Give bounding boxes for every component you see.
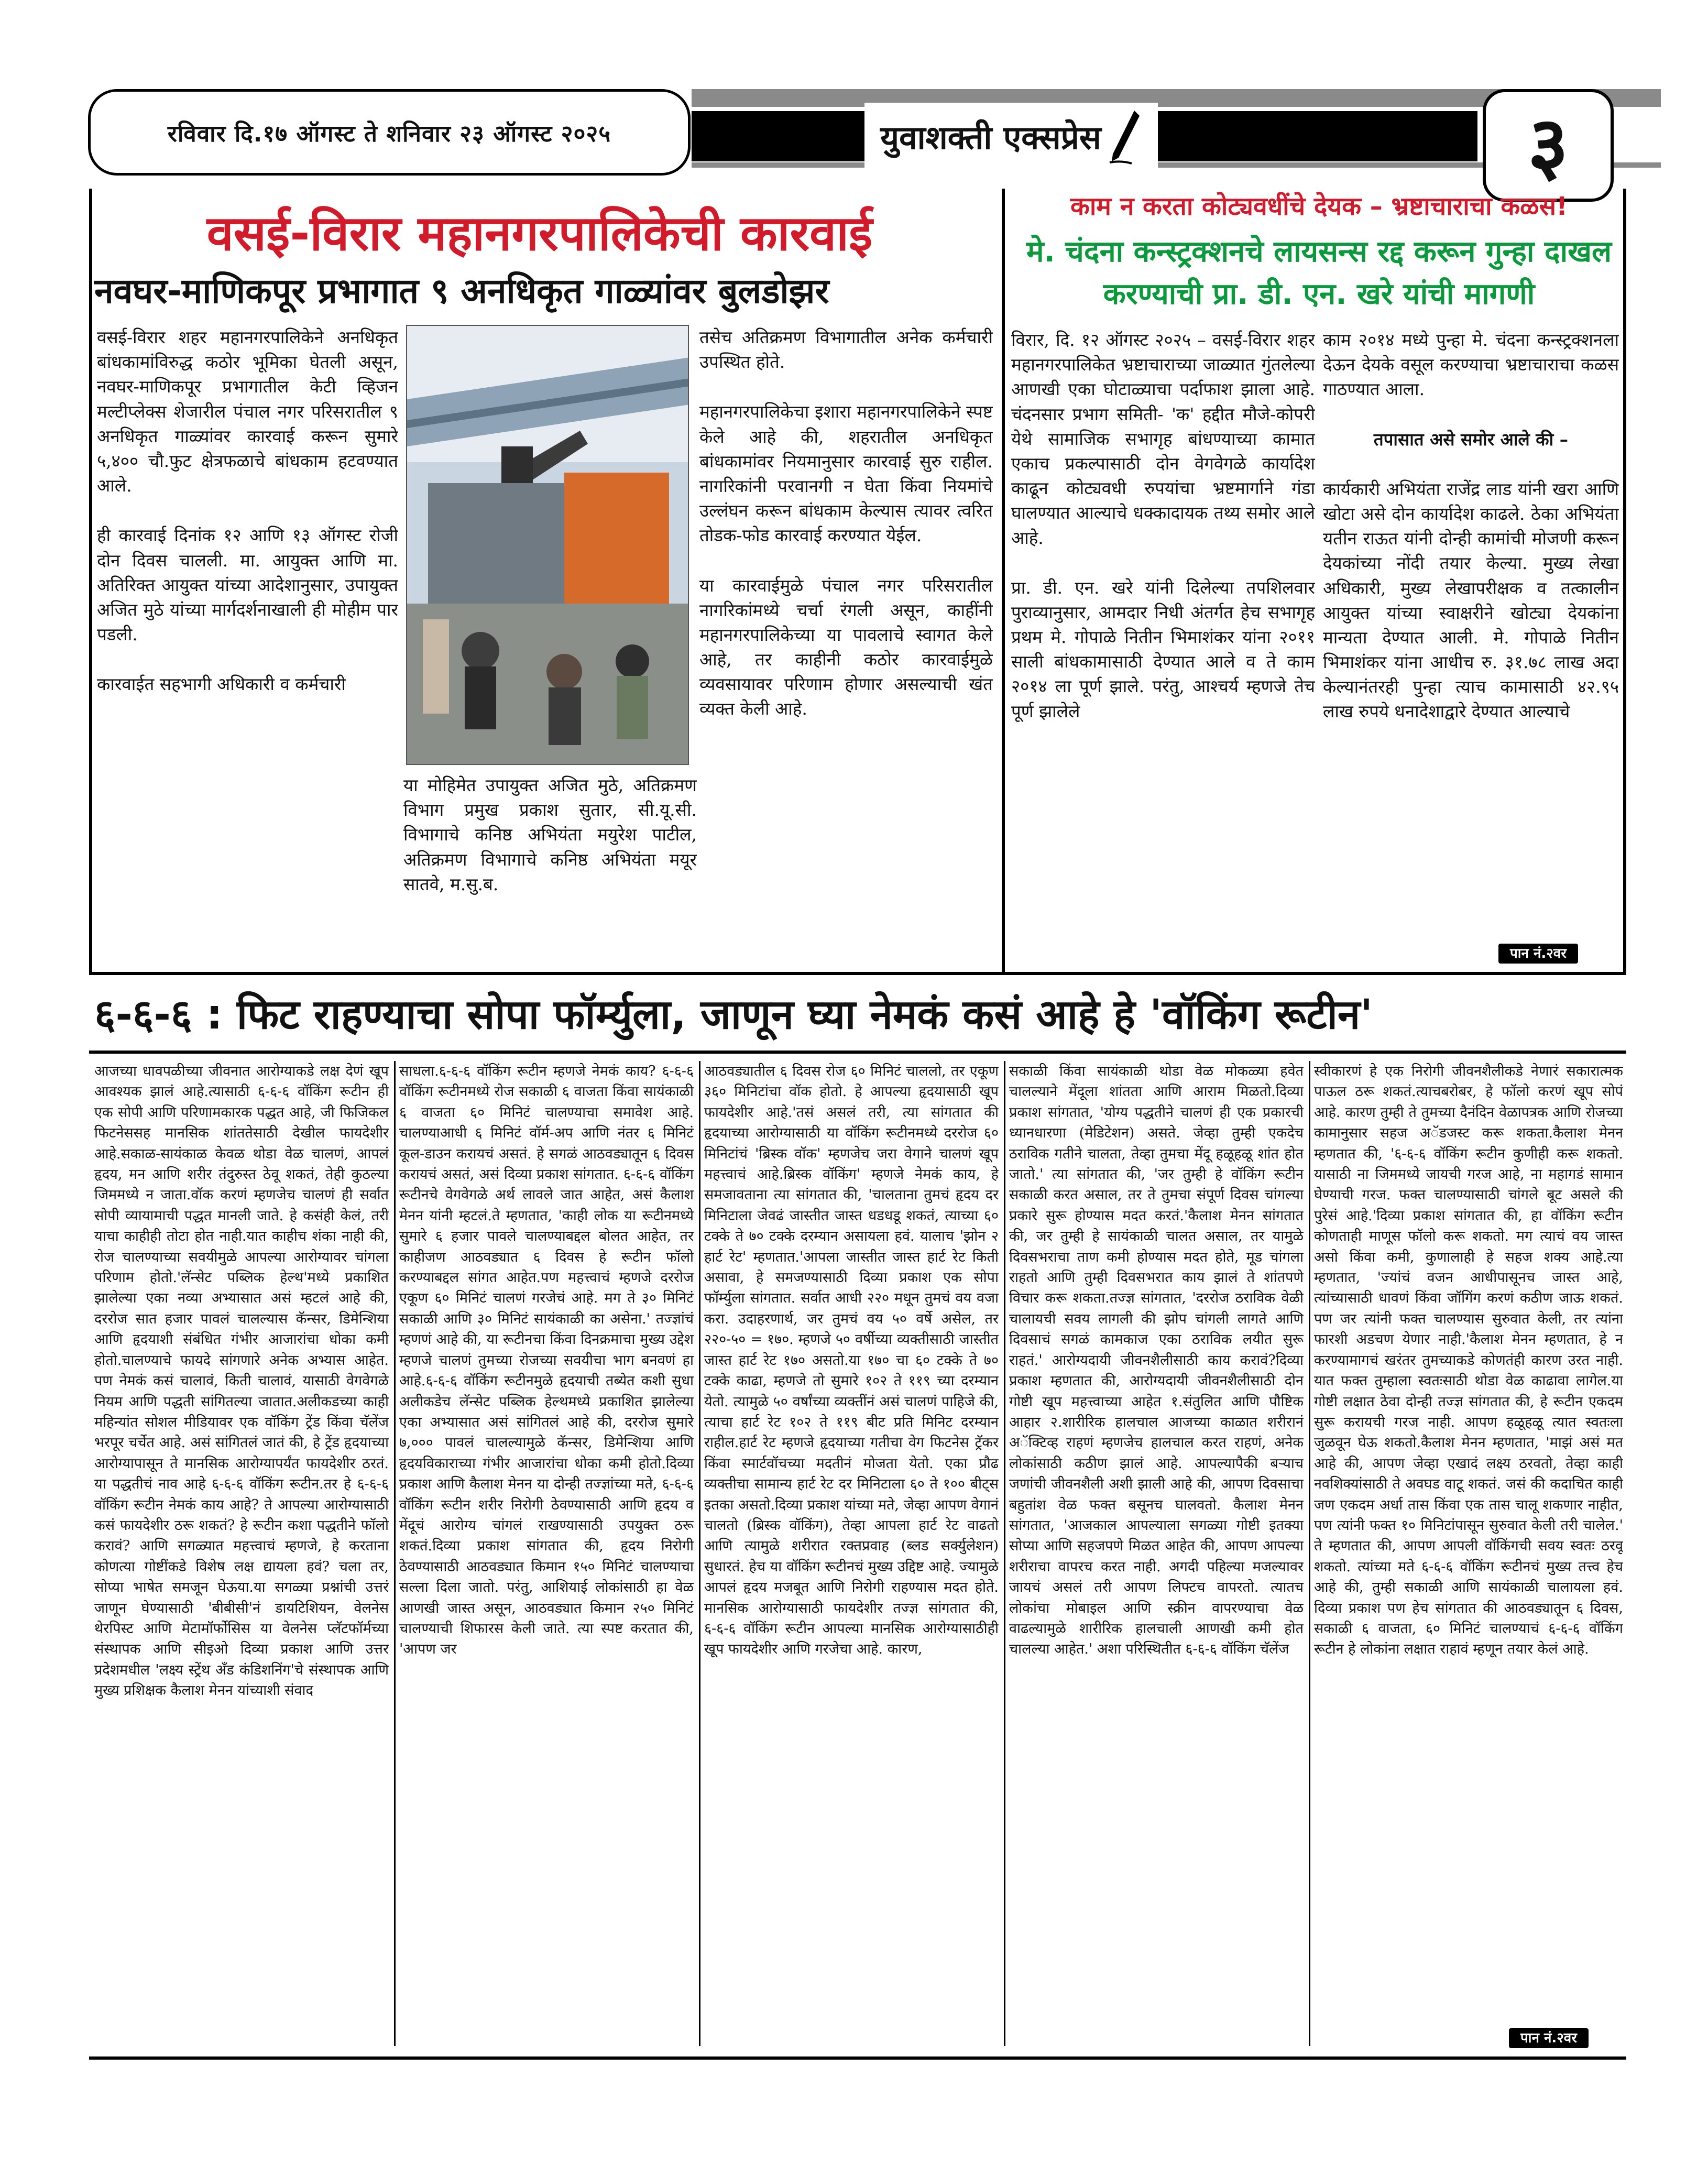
story1-column-3 [699,325,993,959]
pen-icon [1105,108,1142,166]
column-rule [699,1061,700,2046]
story2-subheadline: मे. चंदना कन्स्ट्रक्शनचे लायसन्स रद्द करून गुन्हा दाखल करण्याची प्रा. डी. एन. खरे यांची मागणी [1026,235,1612,312]
story2-headline: काम न करता कोट्यवधींचे देयक – भ्रष्टाचाराचा कळस! [1070,192,1568,221]
column-rule [394,1061,396,2046]
paragraph: कारवाईत सहभागी अधिकारी व कर्मचारी [97,674,346,695]
story3-column-4: सकाळी किंवा सायंकाळी थोडा वेळ मोकळ्या हवेत चालल्याने मेंदूला शांतता आणि आराम मिळतो.दिव्या प्रकाश सांगतात, 'योग्य पद्धतीने चालणं ही एक प्रकारची ध्यानधारणा (मेडिटेशन) असते. जेव्हा तुम्ही एकदेच ठराविक गतीने चालता, तेव्हा तुमचा मेंदू हळूहळू शांत होत जातो.' त्या सांगतात की, 'जर तुम्ही हे वॉकिंग रूटीन सकाळी करत असाल, तर ते तुमचा संपूर्ण दिवस चांगल्या प्रकारे सुरू होण्यास मदत करतं.'कैलाश मेनन सांगतात की, जर तुम्ही हे सायंकाळी चालत असाल, तर यामुळे दिवसभराचा ताण कमी होण्यास मदत होते, मूड चांगला राहतो आणि तुम्ही दिवसभरात काय झालं ते शांतपणे विचार करू शकता.तज्ज्ञ सांगतात, 'दररोज ठराविक वेळी चालायची सवय लागली की झोप चांगली लागते आणि दिवसाचं सगळं कामकाज एका ठराविक लयीत सुरू राहतं.' आरोग्यदायी जीवनशैलीसाठी काय करावं?दिव्या प्रकाश म्हणतात की, आरोग्यदायी जीवनशैलीसाठी दोन गोष्टी खूप महत्त्वाच्या आहेत १.संतुलित आणि पौष्टिक आहार २.शारीरिक हालचाल आजच्या काळात शरीरानं अॅक्टिव्ह राहणं म्हणजेच हालचाल करत राहणं, अनेक लोकांसाठी कठीण झालं आहे. आपल्यापैकी बऱ्याच जणांची जीवनशैली अशी झाली आहे की, आपण दिवसाचा बहुतांश वेळ फक्त बसूनच घालवतो. कैलाश मेनन सांगतात, 'आजकाल आपल्याला सगळ्या गोष्टी इतक्या सोप्या आणि सहजपणे मिळत आहेत की, आपण आपल्या शरीराचा वापरच करत नाही. अगदी पहिल्या मजल्यावर जायचं असलं तरी आपण लिफ्टच वापरतो. त्यातच लोकांचा मोबाइल आणि स्क्रीन वापरण्याचा वेळ वाढल्यामुळे शारीरिक हालचाली आणखी कमी होत चालल्या आहेत.' अशा परिस्थितीत ६-६-६ वॉकिंग चॅलेंज [1009,1063,1304,1658]
story1-column-1 [97,325,398,959]
story3-column-1: आजच्या धावपळीच्या जीवनात आरोग्याकडे लक्ष देणं खूप आवश्यक झालं आहे.त्यासाठी ६-६-६ वॉकिंग रूटीन ही एक सोपी आणि परिणामकारक पद्धत आहे, जी फिजिकल फिटनेससह मानसिक शांततेसाठी देखील फायदेशीर आहे.सकाळ-सायंकाळ केवळ थोडा वेळ चालणं, आपलं हृदय, मन आणि शरीर तंदुरुस्त ठेवू शकतं, तेही कुठल्या जिममध्ये न जाता.वॉक करणं म्हणजेच चालणं ही सर्वात सोपी व्यायामाची पद्धत मानली जाते. हे कसंही केलं, तरी याचा काहीही तोटा होत नाही.यात काहीच शंका नाही की, रोज चालण्याच्या सवयीमुळे आपल्या आरोग्यावर चांगला परिणाम होतो.'लॅन्सेट पब्लिक हेल्थ'मध्ये प्रकाशित झालेल्या एका नव्या अभ्यासात असं म्हटलं आहे की, दररोज सात हजार पावलं चालल्यास कॅन्सर, डिमेन्शिया आणि हृदयाशी संबंधित गंभीर आजारांचा धोका कमी होतो.चालण्याचे फायदे सांगणारे अनेक अभ्यास आहेत. पण नेमकं कसं चालावं, किती चालावं, यासाठी वेगवेगळे नियम आणि पद्धती सांगितल्या जातात.अलीकडच्या काही महिन्यांत सोशल मीडियावर एक वॉकिंग ट्रेंड किंवा चॅलेंज भरपूर चर्चेत आहे. असं सांगितलं जातं की, हे ट्रेंड हृदयाच्या आरोग्यापासून ते मानसिक आरोग्यापर्यंत फायदेशीर ठरतं. या पद्धतीचं नाव आहे ६-६-६ वॉकिंग रूटीन.तर हे ६-६-६ वॉकिंग रूटीन नेमकं काय आहे? ते आपल्या आरोग्यासाठी कसं फायदेशीर ठरू शकतं? हे रूटीन कशा पद्धतीने फॉलो करावं? आणि सगळ्यात महत्त्वाचं म्हणजे, हे करताना कोणत्या गोष्टींकडे विशेष लक्ष द्यायला हवं? चला तर, सोप्या भाषेत समजून घेऊया.या सगळ्या प्रश्नांची उत्तरं जाणून घेण्यासाठी 'बीबीसी'नं डायटिशियन, वेलनेस थेरपिस्ट आणि मेटामॉर्फोसिस या वेलनेस प्लॅटफॉर्मच्या संस्थापक आणि सीइओ दिव्या प्रकाश आणि उत्तर प्रदेशमधील 'लक्ष्य स्ट्रेंथ अँड कंडिशनिंग'चे संस्थापक आणि मुख्य प्रशिक्षक कैलाश मेनन यांच्याशी संवाद [94,1063,389,1699]
bulldozer-photo [406,325,689,765]
paragraph: विरार, दि. १२ ऑगस्ट २०२५ – वसई-विरार शहर महानगरपालिकेत भ्रष्टाचाराच्या जाळ्यात गुंतलेल्या आणखी एका घोटाळ्याचा पर्दाफाश झाला आहे. चंदनसार प्रभाग समिती- 'क' हद्दीत मौजे-कोपरी येथे सामाजिक सभागृह बांधण्याच्या कामात एकाच प्रकल्पासाठी दोन वेगवेगळे कार्यादेश काढून कोट्यवधी रुपयांचा भ्रष्टमार्गाने गंडा घालण्यात आल्याचे धक्कादायक तथ्य समोर आले आहे. [1011,330,1315,548]
story2-column-2 [1323,327,1619,940]
paragraph: प्रा. डी. एन. खरे यांनी दिलेल्या तपशिलवार पुराव्यानुसार, आमदार निधी अंतर्गत हेच सभागृह प्रथम मे. गोपाळे नितीन भिमाशंकर यांना २०११ साली बांधकामासाठी देण्यात आले व ते काम २०१४ ला पूर्ण झाले. परंतु, आश्चर्य म्हणजे तेच पूर्ण झालेले [1011,577,1315,721]
column-rule [1309,1061,1310,2046]
paragraph: काम २०१४ मध्ये पुन्हा मे. चंदना कन्स्ट्रक्शनला देऊन देयके वसूल करण्याचा भ्रष्टाचाराचा कळस गाठण्यात आला. [1323,330,1619,400]
footer-rule [89,2056,1626,2060]
photo-caption: या मोहिमेत उपायुक्त अजित मुठे, अतिक्रमण विभाग प्रमुख प्रकाश सुतार, सी.यू.सी. विभागाचे कनिष्ठ अभियंता मयुरेश पाटील, अतिक्रमण विभागाचे कनिष्ठ अभियंता मयूर सातवे, म.सु.ब. [403,775,697,894]
headline-rule [89,1051,1626,1054]
frame-left [89,189,92,975]
masthead-bar-right [1158,111,1477,161]
date-line: रविवार दि.१७ ऑगस्ट ते शनिवार २३ ऑगस्ट २०२५ [88,89,691,176]
paragraph: ही कारवाई दिनांक १२ आणि १३ ऑगस्ट रोजी दोन दिवस चालली. मा. आयुक्त आणि मा. अतिरिक्त आयुक्त यांच्या आदेशानुसार, उपायुक्त अजित मुठे यांच्या मार्गदर्शनाखाली ही मोहीम पार पडली. [97,525,398,645]
story1-headline: वसई-विरार महानगरपालिकेची कारवाई [206,205,873,261]
story3-headline: ६-६-६ : फिट राहण्याचा सोपा फॉर्म्युला, जाणून घ्या नेमकं कसं आहे हे 'वॉकिंग रूटीन' [94,991,1373,1038]
continued-tag: पान नं.२वर [1498,943,1578,962]
subheading: तपासात असे समोर आले की – [1373,429,1569,450]
story2-column-1 [1011,327,1315,959]
paragraph: महानगरपालिकेचा इशारा महानगरपालिकेने स्पष्ट केले आहे की, शहरातील अनधिकृत बांधकामांवर नियमानुसार कारवाई सुरु राहील. नागरिकांनी परवानगी न घेता किंवा नियमांचे उल्लंघन करून बांधकाम केल्यास त्यावर त्वरित तोडक-फोड कारवाई करण्यात येईल. [699,401,993,546]
paragraph: वसई-विरार शहर महानगरपालिकेने अनधिकृत बांधकामांविरुद्ध कठोर भूमिका घेतली असून, नवघर-माणिकपूर प्रभागातील केटी व्हिजन मल्टीप्लेक्स शेजारील पंचाल नगर परिसरातील ९ अनधिकृत गाळ्यांवर कारवाई करून सुमारे ५,४०० चौ.फुट क्षेत्रफळाचे बांधकाम हटवण्यात आले. [97,327,398,496]
story1-subheadline: नवघर-माणिकपूर प्रभागात ९ अनधिकृत गाळ्यांवर बुलडोझर [94,271,829,311]
column-rule [1004,1061,1005,2046]
story3-column-3: आठवड्यातील ६ दिवस रोज ६० मिनिटं चाललो, तर एकूण ३६० मिनिटांचा वॉक होतो. हे आपल्या हृदयासाठी खूप फायदेशीर आहे.'तसं असलं तरी, त्या सांगतात की हृदयाच्या आरोग्यासाठी या वॉकिंग रूटीनमध्ये दररोज ६० मिनिटांचं 'ब्रिस्क वॉक' म्हणजेच जरा वेगाने चालणं खूप महत्त्वाचं आहे.ब्रिस्क वॉकिंग' म्हणजे नेमकं काय, हे समजावताना त्या सांगतात की, 'चालताना तुमचं हृदय दर मिनिटाला जेवढं जास्तीत जास्त धडधडू शकतं, त्याच्या ६० टक्के ते ७० टक्के दरम्यान असायला हवं. यालाच 'झोन २ हार्ट रेट' म्हणतात.'आपला जास्तीत जास्त हार्ट रेट किती असावा, हे समजण्यासाठी दिव्या प्रकाश एक सोपा फॉर्म्युला सांगतात. सर्वात आधी २२० मधून तुमचं वय वजा करा. उदाहरणार्थ, जर तुमचं वय ५० वर्षे असेल, तर २२०-५० = १७०. म्हणजे ५० वर्षीच्या व्यक्तीसाठी जास्तीत जास्त हार्ट रेट १७० असतो.या १७० चा ६० टक्के ते ७० टक्के काढा, म्हणजे तो सुमारे १०२ ते ११९ च्या दरम्यान येतो. त्यामुळे ५० वर्षांच्या व्यक्तींनं असं चालणं पाहिजे की, त्याचा हार्ट रेट १०२ ते ११९ बीट प्रति मिनिट दरम्यान राहील.हार्ट रेट म्हणजे हृदयाच्या गतीचा वेग फिटनेस ट्रॅकर किंवा स्मार्टवॉचच्या मदतीनं मोजता येतो. एका प्रौढ व्यक्तीचा सामान्य हार्ट रेट दर मिनिटाला ६० ते १०० बीट्स इतका असतो.दिव्या प्रकाश यांच्या मते, जेव्हा आपण वेगानं चालतो (ब्रिस्क वॉकिंग), तेव्हा आपला हार्ट रेट वाढतो आणि त्यामुळे शरीरात रक्तप्रवाह (ब्लड सर्क्युलेशन) सुधारतं. हेच या वॉकिंग रूटीनचं मुख्य उद्दिष्ट आहे. ज्यामुळे आपलं हृदय मजबूत आणि निरोगी राहण्यास मदत होते. मानसिक आरोग्यासाठी फायदेशीर तज्ज्ञ सांगतात की, ६-६-६ वॉकिंग रूटीन आपल्या मानसिक आरोग्यासाठीही खूप फायदेशीर आणि गरजेचा आहे. कारण, [704,1063,999,1658]
page-number: ३ [1483,89,1614,202]
story3-column-5: स्वीकारणं हे एक निरोगी जीवनशैलीकडे नेणारं सकारात्मक पाऊल ठरू शकतं.त्याचबरोबर, हे फॉलो करणं खूप सोपं आहे. कारण तुम्ही ते तुमच्या दैनंदिन वेळापत्रक आणि रोजच्या कामानुसार सहज अॅडजस्ट करू शकता.कैलाश मेनन म्हणतात की, '६-६-६ वॉकिंग रूटीन कुणीही करू शकतो. यासाठी ना जिममध्ये जायची गरज आहे, ना महागडं सामान घेण्याची गरज. फक्त चालण्यासाठी चांगले बूट असले की पुरेसं आहे.'दिव्या प्रकाश सांगतात की, हा वॉकिंग रूटीन कोणताही माणूस फॉलो करू शकतो. मग त्याचं वय जास्त असो किंवा कमी, कुणालाही हे सहज शक्य आहे.त्या म्हणतात, 'ज्यांचं वजन आधीपासूनच जास्त आहे, त्यांच्यासाठी धावणं किंवा जॉगिंग करणं कठीण जाऊ शकतं. पण जर त्यांनी फक्त चालण्यास सुरुवात केली, तर त्यांना फारशी अडचण येणार नाही.'कैलाश मेनन म्हणतात, हे न करण्यामागचं खरंतर तुमच्याकडे कोणतंही कारण उरत नाही. यात फक्त तुम्हाला स्वतःसाठी थोडा वेळ काढावा लागेल.या गोष्टी लक्षात ठेवा दोन्ही तज्ज्ञ सांगतात की, हे रूटीन एकदम सुरू करायची गरज नाही. आपण हळूहळू त्यात स्वतःला जुळवून घेऊ शकतो.कैलाश मेनन म्हणतात, 'माझं असं मत आहे की, आपण जेव्हा एखादं लक्ष्य ठरवतो, तेव्हा काही नवशिक्यांसाठी ते अवघड वाटू शकतं. जसं की कदाचित काही जण एकदम अर्धा तास किंवा एक तास चालू शकणार नाहीत, पण त्यांनी फक्त १० मिनिटांपासून सुरुवात केली तरी चालेल.' ते म्हणतात की, आपण आपली वॉकिंगची सवय स्वतः ठरवू शकतो. त्यांच्या मते ६-६-६ वॉकिंग रूटीनचं मुख्य तत्त्व हेच आहे की, तुम्ही सकाळी आणि सायंकाळी चालायला हवं. दिव्या प्रकाश पण हेच सांगतात की आठवड्यातून ६ दिवस, सकाळी ६ वाजता, ६० मिनिटं चालण्याचं ६-६-६ वॉकिंग रूटीन हे लोकांना लक्षात राहावं म्हणून तयार केलं आहे. [1314,1063,1623,1658]
frame-divider [1002,189,1005,975]
paragraph: कार्यकारी अभियंता राजेंद्र लाड यांनी खरा आणि खोटा असे दोन कार्यादेश काढले. ठेका अभियंता यतीन राऊत यांनी दोन्ही कामांची मोजणी करून देयकांच्या नोंदी तयार केल्या. मुख्य लेखा अधिकारी, मुख्य लेखापरीक्षक व तत्कालीन आयुक्त यांच्या स्वाक्षरीने खोट्या देयकांना मान्यता देण्यात आली. मे. गोपाळे नितीन भिमाशंकर यांना आधीच रु. ३१.७८ लाख अदा केल्यानंतरही पुन्हा त्याच कामासाठी ४२.९५ लाख रुपये धनादेशाद्वारे देण्यात आल्याचे [1323,478,1619,722]
masthead-bar-left [692,111,864,161]
paragraph: तसेच अतिक्रमण विभागातील अनेक कर्मचारी उपस्थित होते. [699,327,993,373]
paragraph: या कारवाईमुळे पंचाल नगर परिसरातील नागरिकांमध्ये चर्चा रंगली असून, काहींनी महानगरपालिकेच्या या पावलाचे स्वागत केले आहे, तर काहीनी कठोर कारवाईमुळे व्यवसायावर परिणाम होणार असल्याची खंत व्यक्त केली आहे. [699,575,993,719]
section-rule [89,972,1626,975]
continued-tag: पान नं.२वर [1509,2028,1589,2047]
story3-column-2: साधला.६-६-६ वॉकिंग रूटीन म्हणजे नेमकं काय? ६-६-६ वॉकिंग रूटीनमध्ये रोज सकाळी ६ वाजता किंवा सायंकाळी ६ वाजता ६० मिनिटं चालण्याचा समावेश आहे. चालण्याआधी ६ मिनिटं वॉर्म-अप आणि नंतर ६ मिनिटं कूल-डाउन करायचं असतं. हे सगळं आठवड्यातून ६ दिवस करायचं असतं, असं दिव्या प्रकाश सांगतात. ६-६-६ वॉकिंग रूटीनचे वेगवेगळे अर्थ लावले जात आहेत, असं कैलाश मेनन यांनी म्हटलं.ते म्हणतात, 'काही लोक या रूटीनमध्ये सुमारे ६ हजार पावले चालण्याबद्दल बोलत आहेत, तर काहीजण आठवड्यात ६ दिवस हे रूटीन फॉलो करण्याबद्दल सांगत आहेत.पण महत्त्वाचं म्हणजे दररोज एकूण ६० मिनिटं चालणं गरजेचं आहे. मग ते ३० मिनिटं सकाळी आणि ३० मिनिटं सायंकाळी का असेना.' तज्ज्ञांचं म्हणणं आहे की, या रूटीनचा किंवा दिनक्रमाचा मुख्य उद्देश म्हणजे चालणं तुमच्या रोजच्या सवयीचा भाग बनवणं हा आहे.६-६-६ वॉकिंग रूटीनमुळे हृदयाची तब्येत कशी सुधा अलीकडेच लॅन्सेट पब्लिक हेल्थमध्ये प्रकाशित झालेल्या एका अभ्यासात असं सांगितलं आहे की, दररोज सुमारे ७,००० पावलं चालल्यामुळे कॅन्सर, डिमेन्शिया आणि हृदयविकाराच्या गंभीर आजारांचा धोका कमी होतो.दिव्या प्रकाश आणि कैलाश मेनन या दोन्ही तज्ज्ञांच्या मते, ६-६-६ वॉकिंग रूटीन शरीर निरोगी ठेवण्यासाठी आणि हृदय व मेंदूचं आरोग्य चांगलं राखण्यासाठी उपयुक्त ठरू शकतं.दिव्या प्रकाश सांगतात की, हृदय निरोगी ठेवण्यासाठी आठवड्यात किमान १५० मिनिटं चालण्याचा सल्ला दिला जातो. परंतु, आशियाई लोकांसाठी हा वेळ आणखी जास्त असून, आठवड्यात किमान २५० मिनिटं चालण्याची शिफारस केली जाते. त्या स्पष्ट करतात की, 'आपण जर [399,1063,694,1658]
brand-logo: युवाशक्ती एक्सप्रेस [864,103,1158,171]
